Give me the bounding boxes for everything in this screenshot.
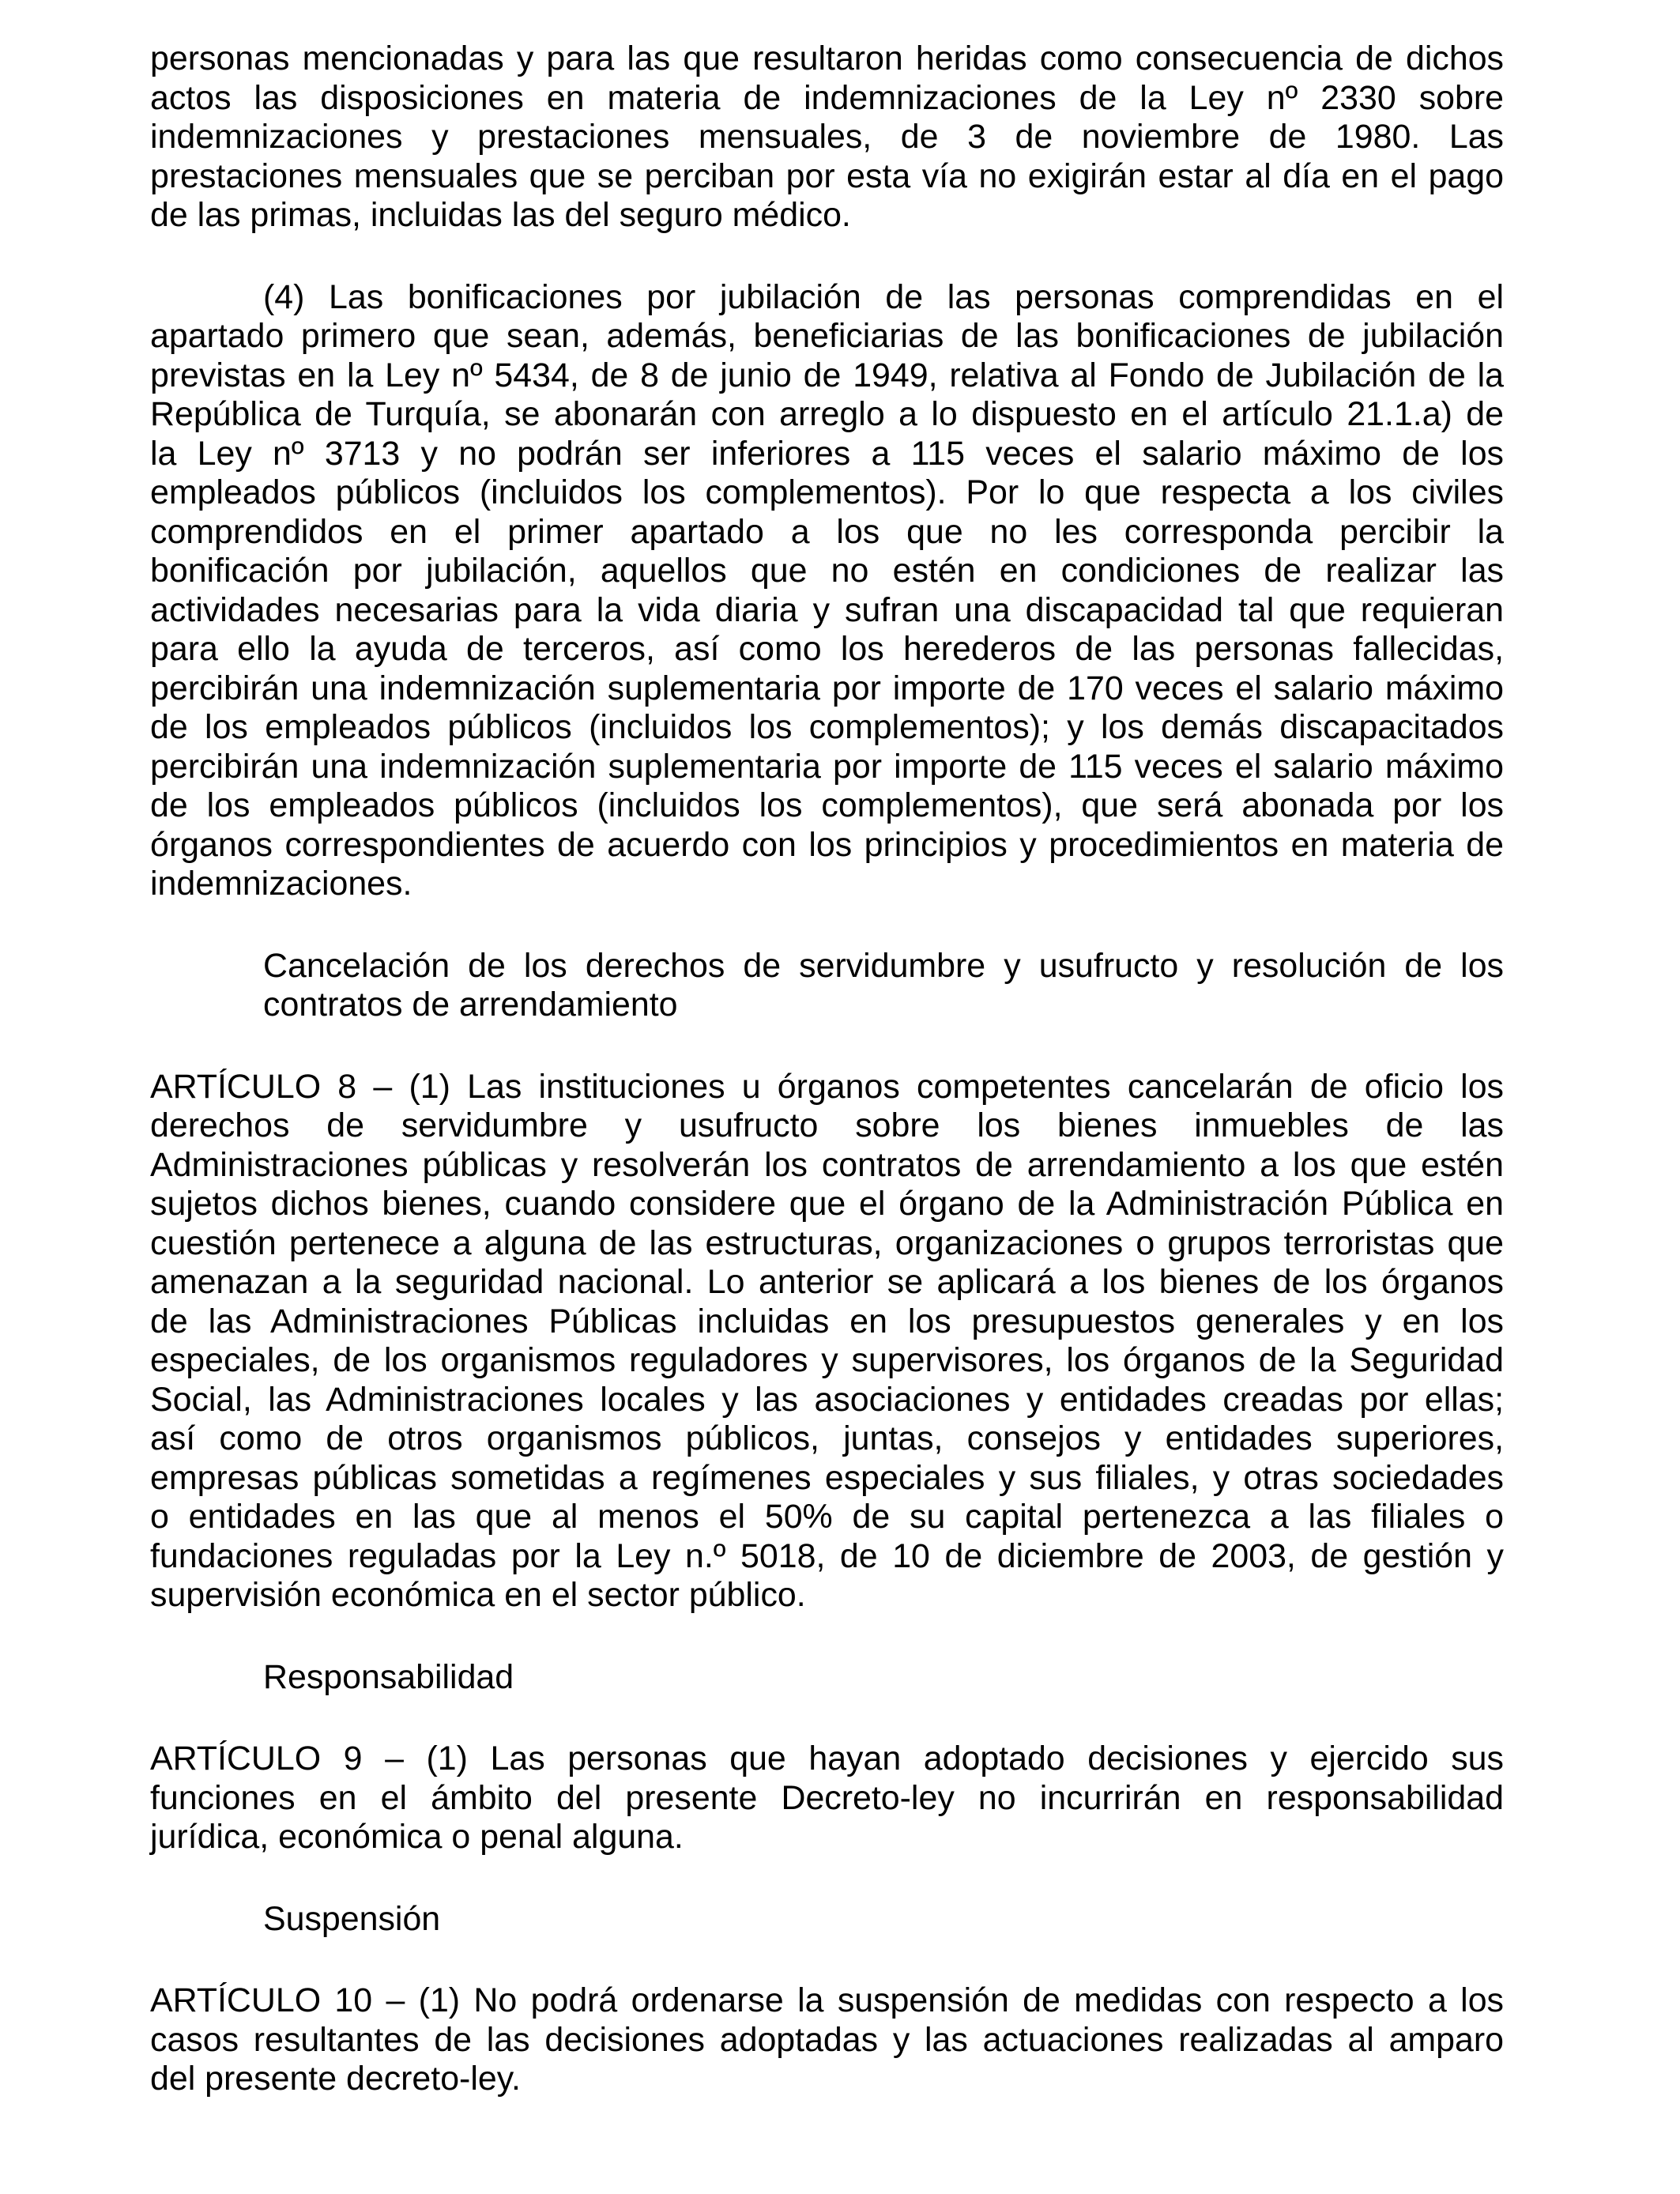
text-line: percibirán una indemnización suplementaria por importe de 170 veces el salario máximo bbox=[150, 669, 1504, 707]
text-line: órganos correspondientes de acuerdo con los principios y procedimientos en materia de bbox=[150, 825, 1504, 864]
text-line: indemnizaciones y prestaciones mensuales, de 3 de noviembre de 1980. Las bbox=[150, 118, 1504, 156]
text-line: indemnizaciones. bbox=[150, 865, 412, 903]
text-line: de las primas, incluidas las del seguro médico. bbox=[150, 196, 851, 234]
text-line: cuestión pertenece a alguna de las estructuras, organizaciones o grupos terroristas que bbox=[150, 1223, 1504, 1262]
text-line: del presente decreto-ley. bbox=[150, 2060, 521, 2098]
text-line: sujetos dichos bienes, cuando considere que el órgano de la Administración Pública en bbox=[150, 1185, 1504, 1223]
text-line: supervisión económica en el sector público. bbox=[150, 1576, 806, 1614]
text-line: Responsabilidad bbox=[263, 1657, 514, 1696]
text-line: comprendidos en el primer apartado a los que no les corresponda percibir la bbox=[150, 512, 1504, 551]
text-line: especiales, de los organismos reguladores y supervisores, los órganos de la Seguridad bbox=[150, 1341, 1504, 1379]
text-line: percibirán una indemnización suplementaria por importe de 115 veces el salario máximo bbox=[150, 747, 1504, 786]
text-line: ARTÍCULO 10 – (1) No podrá ordenarse la suspensión de medidas con respecto a los bbox=[150, 1981, 1504, 2019]
section-heading bbox=[263, 1900, 1504, 1940]
text-line: Suspensión bbox=[263, 1899, 441, 1938]
text-line: de las Administraciones Públicas incluidas en los presupuestos generales y en los bbox=[150, 1302, 1504, 1340]
text-line: personas mencionadas y para las que resultaron heridas como consecuencia de dichos bbox=[150, 40, 1504, 77]
text-line: República de Turquía, se abonarán con arreglo a lo dispuesto en el artículo 21.1.a) de bbox=[150, 395, 1504, 433]
text-line: fundaciones reguladas por la Ley n.º 5018, de 10 de diciembre de 2003, de gestión y bbox=[150, 1536, 1504, 1575]
text-line: previstas en la Ley nº 5434, de 8 de junio de 1949, relativa al Fondo de Jubilación de la bbox=[150, 356, 1504, 394]
text-line: bonificación por jubilación, aquellos que no estén en condiciones de realizar las bbox=[150, 552, 1504, 590]
text-line: de los empleados públicos (incluidos los complementos), que será abonada por los bbox=[150, 786, 1504, 824]
document-text-content bbox=[150, 40, 1504, 2099]
text-line: así como de otros organismos públicos, juntas, consejos y entidades superiores, bbox=[150, 1419, 1504, 1457]
text-line: Administraciones públicas y resolverán los contratos de arrendamiento a los que estén bbox=[150, 1145, 1504, 1184]
text-line: ARTÍCULO 8 – (1) Las instituciones u órganos competentes cancelarán de oficio los bbox=[150, 1067, 1504, 1106]
text-line: Cancelación de los derechos de servidumbre y usufructo y resolución de los bbox=[263, 946, 1504, 985]
text-line: de los empleados públicos (incluidos los complementos); y los demás discapacitados bbox=[150, 708, 1504, 746]
text-line: actividades necesarias para la vida diaria y sufran una discapacidad tal que requieran bbox=[150, 590, 1504, 629]
text-line: derechos de servidumbre y usufructo sobre los bienes inmuebles de las bbox=[150, 1106, 1504, 1144]
text-line: para ello la ayuda de terceros, así como los herederos de las personas fallecidas, bbox=[150, 630, 1504, 668]
paragraph bbox=[150, 40, 1504, 236]
text-line: (4) Las bonificaciones por jubilación de las personas comprendidas en el bbox=[263, 277, 1504, 316]
section-heading bbox=[263, 947, 1504, 1025]
text-line: empresas públicas sometidas a regímenes especiales y sus filiales, y otras sociedades bbox=[150, 1458, 1504, 1497]
text-line: empleados públicos (incluidos los complementos). Por lo que respecta a los civiles bbox=[150, 473, 1504, 511]
text-line: ARTÍCULO 9 – (1) Las personas que hayan adoptado decisiones y ejercido sus bbox=[150, 1740, 1504, 1777]
text-line: prestaciones mensuales que se perciban por esta vía no exigirán estar al día en el pago bbox=[150, 156, 1504, 195]
section-heading bbox=[263, 1658, 1504, 1698]
paragraph bbox=[150, 1981, 1504, 2099]
text-line: jurídica, económica o penal alguna. bbox=[150, 1818, 684, 1856]
text-line: casos resultantes de las decisiones adoptadas y las actuaciones realizadas al amparo bbox=[150, 2020, 1504, 2059]
text-line: Social, las Administraciones locales y las asociaciones y entidades creadas por ellas; bbox=[150, 1380, 1504, 1419]
text-line: la Ley nº 3713 y no podrán ser inferiores a 115 veces el salario máximo de los bbox=[150, 434, 1504, 473]
text-line: o entidades en las que al menos el 50% de su capital pertenezca a las filiales o bbox=[150, 1498, 1504, 1536]
text-line: contratos de arrendamiento bbox=[263, 986, 678, 1023]
text-line: amenazan a la seguridad nacional. Lo anterior se aplicará a los bienes de los órganos bbox=[150, 1263, 1504, 1301]
paragraph bbox=[150, 278, 1504, 904]
text-line: actos las disposiciones en materia de indemnizaciones de la Ley nº 2330 sobre bbox=[150, 78, 1504, 117]
paragraph bbox=[150, 1740, 1504, 1857]
text-line: apartado primero que sean, además, beneficiarias de las bonificaciones de jubilación bbox=[150, 317, 1504, 355]
paragraph bbox=[150, 1068, 1504, 1615]
text-line: funciones en el ámbito del presente Decreto-ley no incurrirán en responsabilidad bbox=[150, 1778, 1504, 1817]
